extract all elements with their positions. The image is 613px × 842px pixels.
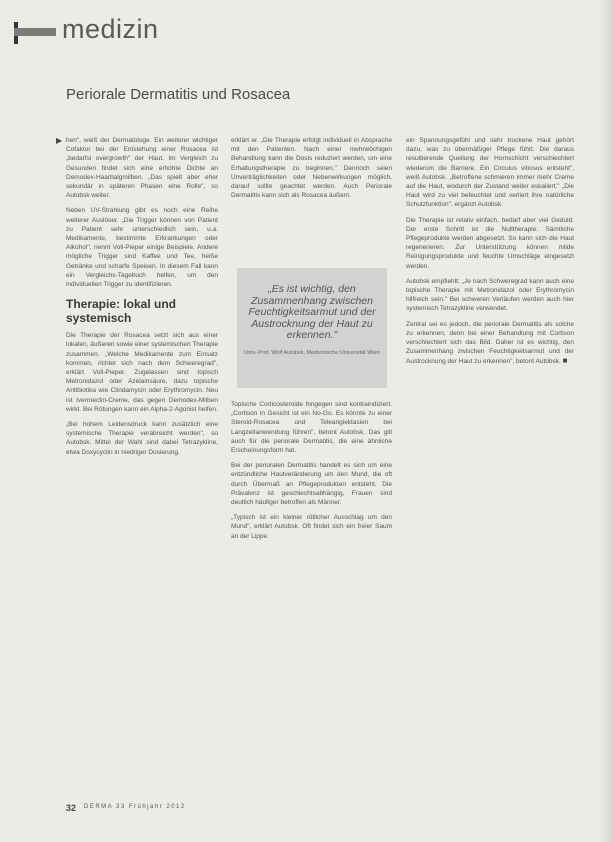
column-2 [231, 136, 392, 206]
article-title: Periorale Dermatitis und Rosacea [66, 86, 291, 103]
paragraph: „Bei hohem Leidensdruck kann zusätzlich eine systemische Therapie verabreicht werden", so Autobsk. Mittel der Wahl sind dabei Tetrazykline, etwa Doxycyclin in niedriger Dosierung. [66, 421, 218, 456]
page-number: 32 [66, 803, 77, 813]
page-edge-shadow [599, 0, 613, 842]
column-3 [406, 136, 574, 373]
paragraph: Autobsk empfiehlt: „Je nach Schweregrad kann auch eine topische Therapie mit Metronidazol oder Erythromycin hilfreich sein." Bei schweren Verläufen werden auch hier systemisch Tetrazykline verwendet. [406, 277, 574, 313]
paragraph: Die Therapie ist relativ einfach, bedarf aber viel Geduld. Der erste Schritt ist die Nulltherapie: Sämtliche Pflegeprodukte werden abgesetzt. So kann sich die Haut regenerieren. Zur Unterstützung können milde Reinigungsprodukte und feuchte Umschläge eingesetzt werden. [406, 216, 574, 270]
quote-text: „Es ist wichtig, den Zusammenhang zwischen Feuchtigkeitsarmut und der Austrocknung der Haut zu erkennen." [248, 283, 376, 341]
pull-quote [237, 268, 387, 388]
quote-author: Univ.-Prof. Wolf Autobsk, Medizinische Universität Wien [244, 349, 380, 356]
paragraph: ein Spannungsgefühl und sehr trockene Haut gehört dazu, was zu übermäßiger Pflege führt. Die daraus resultierende Quellung der Hornschicht verschlechtert wiederum die Barriere. Ein Circulus vitiosus entsteht", weiß Autobsk. „Betroffene schmieren immer mehr Creme auf die Haut, wodurch der Zustand weiter eskaliert." „Die Haut wird zu viel befeuchtet und verliert ihre natürliche Schutzfunktion", ergänzt Autobsk. [406, 137, 574, 209]
column-1 [66, 136, 218, 463]
magazine-footer: DERMA 33 Frühjahr 2012 [84, 804, 186, 810]
paragraph: Neben UV-Strahlung gibt es noch eine Reihe weiterer Auslöser. „Die Trigger können von Patient zu Patient sehr unterschiedlich sein, u.a. Medikamente, bestimmte Erkrankungen oder Alkohol", nennt Voll-Pieper einige Beispiele. Andere mögliche Trigger sind Kaffee und Tee, heiße Getränke und scharfe Speisen. In diesem Fall kann ein Vergleichs-Tagebuch helfen, um den individuellen Trigger zu identifizieren. [66, 207, 218, 289]
section-heading: Therapie: lokal und systemisch [66, 297, 177, 326]
paragraph: Die Therapie der Rosacea setzt sich aus einer lokalen, äußeren sowie einer systemischen Therapie zusammen. „Welche Medikamente zum Einsatz kommen, richtet sich nach dem Schweregrad", erklärt Voll-Pieper. Zugelassen sind topisch Metronidazol oder Azelainsäure, dazu topische Antibiotika wie Clindamycin oder Erythromycin. Neu ist Ivermectin-Creme, das gegen Demodex-Milben wirkt. Bei Rötungen kann ein Alpha-2-Agonist helfen. [66, 332, 218, 413]
paragraph: erklärt er. „Die Therapie erfolgt individuell in Absprache mit den Patienten. Nach einer mehrwöchigen Behandlung kann die Dosis reduziert werden, um eine Erhaltungstherapie zu beginnen." Dennoch seien Unverträglichkeiten oder Nebenwirkungen möglich, darauf sollte geachtet werden. Auch Periorale Dermatitis kann sich als Rosacea äußern. [231, 137, 392, 200]
arrow-icon: ▶ [56, 136, 63, 145]
paragraph: Bei der perioralen Dermatitis handelt es sich um eine entzündliche Hautveränderung um den Mund, die oft durch Übermaß an Pflegeprodukten entsteht. Die Prävalenz ist geschlechtsabhängig, Frauen sind deutlich häufiger betroffen als Männer. [231, 462, 392, 507]
rubric-label: medizin [62, 14, 159, 44]
paragraph: hen", weiß der Dermatologe. Ein weiterer wichtiger Cofaktor bei der Entstehung einer Rosacea ist „bedarfsl overgrowth" der Haut. Im Vergleich zu Gesunden findet sich eine erhöhte Dichte an Demodex-Haarbalgmilben. „Das spielt aber eher sekundär in späteren Phasen eine Rolle", so Autobsk weiter. [66, 137, 218, 200]
rubric-bar [14, 28, 56, 36]
paragraph: Topische Corticosteroide hingegen sind kontraindiziert. „Cortison in Gesicht ist ein No-Go. Es könnte zu einer Steroid-Rosacea und Teleangiektasien bei Langzeitanwendung führen", betont Autobsk. Das gilt auch für die periorale Dermatitis, die eine ähnliche Erscheinungsform hat. [231, 401, 392, 455]
end-mark-icon: ■ [562, 356, 568, 366]
paragraph [406, 320, 574, 367]
column-2-continued [231, 400, 392, 547]
paragraph-text: Zentral sei es jedoch, die periorale Dermatitis als solche zu erkennen, denn bei einer Behandlung mit Cortison verschlechtert sich das Bild. Daher ist es wichtig, den Zusammenhang zwischen Feuchtigkeitsarmut und der Austrocknung der Haut zu erkennen", betont Autobsk. [406, 320, 574, 366]
paragraph: „Typisch ist ein kleiner rötlicher Ausschlag um den Mund", erklärt Autobsk. Oft findet sich ein freier Saum an der Lippe. [231, 514, 392, 540]
